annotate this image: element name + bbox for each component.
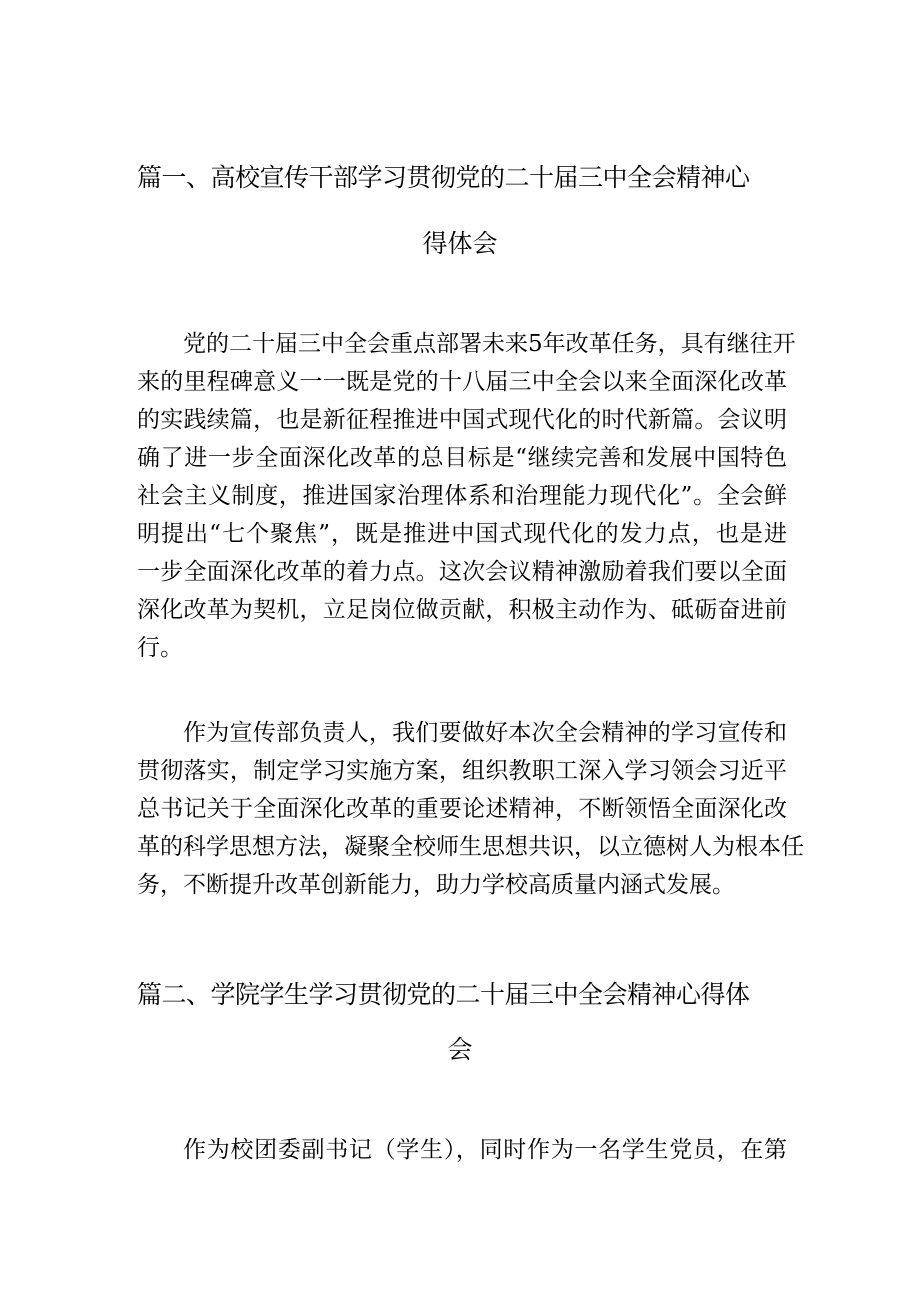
section-1-title-line-1: 篇一、高校宣传干部学习贯彻党的二十届三中全会精神心	[137, 163, 750, 192]
section-2-paragraph-1	[137, 1131, 787, 1169]
paragraph-line: 一步全面深化改革的着力点。这次会议精神激励着我们要以全面	[137, 559, 787, 585]
section-2-title-line-1: 篇二、学院学生学习贯彻党的二十届三中全会精神心得体	[137, 980, 750, 1009]
paragraph-line: 革的科学思想方法，凝聚全校师生思想共识，以立德树人为根本任	[137, 834, 804, 860]
section-1-paragraph-1	[137, 325, 796, 667]
section-2-title-line-2: 会	[447, 1035, 473, 1064]
paragraph-line: 党的二十届三中全会重点部署未来5年改革任务，具有继往开	[183, 331, 796, 357]
paragraph-line: 的实践续篇，也是新征程推进中国式现代化的时代新篇。会议明	[137, 407, 787, 433]
paragraph-line: 社会主义制度，推进国家治理体系和治理能力现代化”。全会鲜	[137, 483, 787, 509]
paragraph-line: 作为宣传部负责人，我们要做好本次全会精神的学习宣传和	[183, 720, 787, 746]
section-1-title-line-2: 得体会	[422, 229, 498, 258]
paragraph-line: 总书记关于全面深化改革的重要论述精神，不断领悟全面深化改	[137, 796, 787, 822]
paragraph-line: 确了进一步全面深化改革的总目标是“继续完善和发展中国特色	[137, 445, 787, 471]
paragraph-line: 来的里程碑意义一一既是党的十八届三中全会以来全面深化改革	[137, 369, 787, 395]
paragraph-line: 深化改革为契机，立足岗位做贡献，积极主动作为、砥砺奋进前	[137, 597, 787, 623]
paragraph-line: 明提出“七个聚焦”，既是推进中国式现代化的发力点，也是进	[137, 521, 787, 547]
paragraph-line: 务，不断提升改革创新能力，助力学校高质量内涵式发展。	[137, 872, 735, 898]
paragraph-line: 贯彻落实，制定学习实施方案，组织教职工深入学习领会习近平	[137, 758, 787, 784]
section-1-paragraph-2	[137, 714, 804, 904]
paragraph-line: 作为校团委副书记（学生），同时作为一名学生党员，在第	[183, 1137, 787, 1163]
paragraph-line: 行。	[137, 635, 183, 661]
